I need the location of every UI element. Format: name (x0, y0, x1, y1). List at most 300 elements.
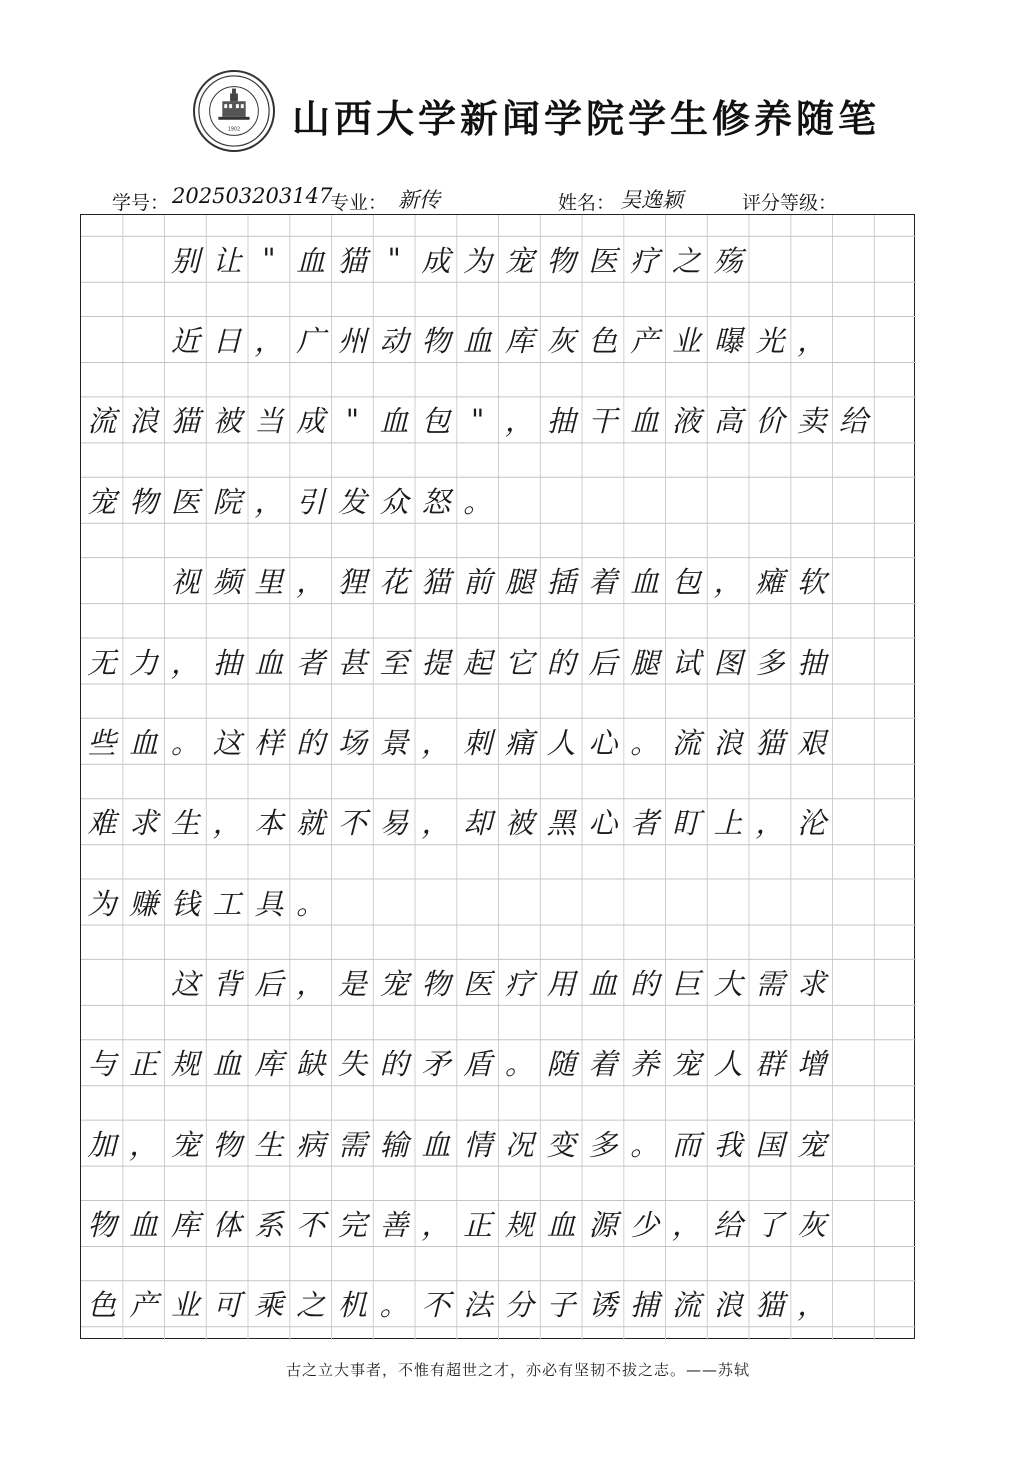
grid-cell: 生 (254, 1127, 284, 1162)
grid-cell: 。 (504, 1047, 534, 1082)
grid-cell: 日 (212, 324, 242, 358)
grid-cell: 抽 (212, 645, 242, 680)
grid-cell: 失 (337, 1047, 367, 1082)
grid-cell: 工 (212, 886, 242, 921)
grid-cell: 捕 (630, 1288, 660, 1323)
grid-cell: 众 (379, 484, 409, 519)
grid-cell: " (262, 242, 276, 277)
grid-cell: 缺 (296, 1047, 326, 1082)
grid-cell: ， (797, 1288, 827, 1323)
grid-cell: ， (254, 484, 284, 519)
university-seal-icon (193, 70, 275, 152)
grid-cell: 。 (630, 725, 660, 760)
grid-cell (749, 477, 791, 523)
grid-cell: 的 (630, 966, 660, 1001)
footer-quote: 古之立大事者，不惟有超世之才，亦必有坚韧不拔之志。——苏轼 (285, 1361, 750, 1379)
grid-cell (874, 236, 916, 282)
grid-cell (707, 477, 749, 523)
grid-cell: 医 (170, 484, 200, 519)
grid-cell: 我 (713, 1127, 743, 1162)
grid-cell: 的 (379, 1047, 409, 1082)
grid-cell: 国 (755, 1127, 785, 1162)
grid-cell: 血 (379, 404, 409, 439)
grid-cell: " (470, 402, 485, 437)
grid-cell (833, 1040, 875, 1086)
grid-cell: 输 (379, 1127, 409, 1162)
grid-cell: 腿 (630, 645, 660, 680)
grid-cell: 包 (421, 404, 451, 439)
grid-cell: 猫 (421, 565, 451, 600)
grid-cell: 而 (671, 1127, 701, 1162)
grid-cell: 抽 (797, 645, 827, 680)
grid-cell: 人 (713, 1047, 743, 1082)
grid-cell: 院 (212, 484, 242, 519)
grid-cell: 大 (713, 966, 743, 1001)
grid-cell: 宠 (797, 1127, 827, 1162)
grid-cell: 易 (379, 806, 409, 841)
grid-cell: 殇 (713, 243, 743, 278)
grid-cell: 物 (212, 1127, 242, 1162)
grid-cell: 力 (129, 645, 159, 680)
grid-cell: 后 (254, 966, 284, 1001)
grid-cell: 子 (546, 1288, 576, 1323)
grid-cell: 成 (421, 243, 451, 278)
grid-cell (499, 477, 541, 523)
grid-cell: ， (129, 1127, 159, 1162)
grid-cell: 物 (421, 966, 451, 1001)
essay-row (81, 1040, 916, 1086)
grid-cell: 上 (713, 806, 743, 841)
essay-row (81, 959, 916, 1005)
grid-cell (540, 879, 582, 925)
grid-cell: 血 (463, 324, 493, 358)
grid-cell: 引 (296, 484, 326, 519)
grid-cell: 。 (630, 1127, 660, 1162)
grade-label: 评分等级： (742, 192, 838, 214)
svg-text:1902: 1902 (227, 126, 241, 133)
grid-cell: 机 (337, 1288, 367, 1323)
grid-cell (874, 558, 916, 604)
grid-cell (123, 317, 165, 363)
grid-cell: 价 (755, 404, 785, 439)
grid-cell: 流 (671, 725, 701, 760)
grid-cell (833, 638, 875, 684)
grid-cell (874, 397, 916, 443)
grid-cell: 养 (630, 1047, 660, 1082)
grid-cell (499, 879, 541, 925)
grid-cell: ， (671, 1208, 701, 1242)
grid-cell: 生 (170, 806, 200, 841)
grid-cell: 成 (296, 404, 326, 439)
grid-cell (874, 799, 916, 845)
grid-cell: 干 (588, 404, 618, 439)
grid-cell: 腿 (504, 565, 534, 600)
grid-cell: 被 (504, 806, 534, 841)
grid-cell (791, 477, 833, 523)
grid-cell: 物 (129, 484, 159, 519)
grid-cell: 业 (671, 324, 701, 358)
grid-cell: 艰 (797, 725, 827, 760)
student-id-value: 202503203147 (172, 184, 333, 208)
grid-cell: 增 (797, 1047, 827, 1082)
grid-cell: 医 (463, 966, 493, 1001)
grid-cell: 色 (588, 324, 618, 358)
grid-cell: 血 (254, 645, 284, 680)
grid-cell (833, 718, 875, 764)
grid-cell: 频 (212, 565, 242, 600)
grid-cell: 心 (588, 725, 618, 760)
grid-cell: 变 (546, 1127, 576, 1162)
grid-cell: 光 (755, 324, 785, 358)
student-id-label: 学号： (112, 192, 170, 214)
major-value: 新传 (398, 188, 440, 212)
grid-cell: ， (421, 1208, 451, 1242)
grid-cell: 起 (463, 645, 493, 680)
grid-cell (874, 317, 916, 363)
grid-cell: ， (797, 324, 827, 358)
grid-cell: 着 (588, 1047, 618, 1082)
grid-cell: 浪 (713, 1288, 743, 1323)
grid-cell: 之 (296, 1288, 326, 1323)
grid-cell: 猫 (170, 404, 200, 439)
grid-cell: 不 (421, 1288, 451, 1323)
grid-cell: 抽 (546, 404, 576, 439)
grid-cell: 这 (170, 966, 200, 1001)
grid-cell: 黑 (546, 806, 576, 841)
grid-cell (624, 477, 666, 523)
grid-cell: 疗 (504, 966, 534, 1001)
grid-cell: 至 (379, 645, 409, 680)
grid-cell: 业 (170, 1288, 200, 1323)
grid-cell: 医 (588, 243, 618, 278)
grid-cell: 图 (713, 645, 743, 680)
grid-cell: 乘 (254, 1288, 284, 1323)
grid-cell: 具 (254, 886, 284, 921)
grid-cell: 群 (755, 1047, 785, 1082)
grid-cell: 高 (713, 404, 743, 439)
grid-cell (666, 879, 708, 925)
grid-cell (833, 477, 875, 523)
grid-cell: 与 (87, 1047, 117, 1082)
grid-cell: 流 (671, 1288, 701, 1323)
writing-grid (80, 214, 915, 1339)
grid-cell: 州 (337, 324, 367, 358)
grid-cell: 者 (296, 645, 326, 680)
grid-cell: 。 (379, 1288, 409, 1323)
page-title: 山西大学新闻学院学生修养随笔 (292, 96, 881, 141)
grid-cell: 后 (588, 645, 618, 680)
grid-cell: 随 (546, 1047, 576, 1082)
grid-cell: 景 (379, 725, 409, 760)
grid-cell: 这 (212, 725, 242, 760)
grid-cell: ， (421, 725, 451, 760)
grid-cell: 灰 (546, 324, 576, 358)
grid-cell (332, 879, 374, 925)
grid-cell: 体 (212, 1208, 242, 1242)
grid-cell (373, 879, 415, 925)
grid-cell: 法 (463, 1288, 493, 1323)
grid-cell: 求 (797, 966, 827, 1001)
grid-cell: 正 (129, 1047, 159, 1082)
grid-cell: 血 (212, 1047, 242, 1082)
grid-cell: 病 (296, 1127, 326, 1162)
grid-cell: 视 (170, 565, 200, 600)
major-label: 专业： (330, 192, 388, 214)
grid-cell: 求 (129, 806, 159, 841)
grid-cell (749, 236, 791, 282)
grid-cell: ， (296, 565, 326, 600)
grid-cell (833, 317, 875, 363)
grid-cell: 不 (296, 1208, 326, 1242)
name-value: 吴逸颖 (620, 188, 683, 212)
grid-cell: 产 (129, 1288, 159, 1323)
grid-cell: 完 (337, 1208, 367, 1242)
grid-cell: 宠 (87, 484, 117, 519)
grid-cell: 难 (87, 806, 117, 841)
grid-cell: 物 (546, 243, 576, 278)
grid-cell: 给 (713, 1208, 743, 1242)
grid-cell: 源 (588, 1208, 618, 1242)
grid-cell: 物 (87, 1208, 117, 1242)
grid-cell: 不 (337, 806, 367, 841)
grid-cell: 分 (504, 1288, 534, 1323)
grid-cell: 心 (588, 806, 618, 841)
grid-cell: 甚 (337, 645, 367, 680)
grid-cell (833, 879, 875, 925)
grid-cell: 系 (254, 1208, 284, 1242)
essay-row (81, 558, 916, 604)
grid-cell: " (387, 242, 401, 277)
grid-cell: 包 (671, 565, 701, 600)
grid-cell (457, 879, 499, 925)
grid-cell: 血 (421, 1127, 451, 1162)
grid-cell: 液 (671, 404, 701, 439)
grid-cell: 者 (630, 806, 660, 841)
grid-cell: 就 (296, 806, 326, 841)
grid-cell: 前 (463, 565, 493, 600)
grid-cell (874, 638, 916, 684)
essay-row (81, 638, 916, 684)
grid-cell (707, 879, 749, 925)
grid-cell: 给 (838, 404, 868, 439)
grid-cell (833, 558, 875, 604)
grid-cell: 猫 (755, 725, 785, 760)
name-label: 姓名： (558, 192, 616, 214)
grid-cell (749, 879, 791, 925)
grid-cell (833, 959, 875, 1005)
grid-cell: 别 (170, 243, 200, 278)
grid-cell: 库 (170, 1208, 200, 1242)
grid-cell: 本 (254, 806, 284, 841)
grid-cell: 血 (296, 243, 326, 278)
grid-cell: 血 (588, 966, 618, 1001)
grid-cell: 多 (588, 1127, 618, 1162)
grid-cell: 盾 (463, 1047, 493, 1082)
grid-cell: 样 (254, 725, 284, 760)
grid-cell (81, 959, 123, 1005)
grid-cell: 浪 (713, 725, 743, 760)
grid-cell: 巨 (671, 966, 701, 1001)
grid-cell: ， (421, 806, 451, 841)
grid-cell: 血 (546, 1208, 576, 1242)
grid-cell: 怒 (421, 484, 451, 519)
grid-cell: 沦 (797, 806, 827, 841)
grid-cell: 动 (379, 324, 409, 358)
essay-row (81, 1120, 916, 1166)
grid-cell: 色 (87, 1288, 117, 1323)
grid-cell: 猫 (755, 1288, 785, 1323)
grid-cell (582, 477, 624, 523)
grid-cell: 软 (797, 565, 827, 600)
grid-cell (833, 236, 875, 282)
grid-cell (833, 1281, 875, 1327)
grid-cell: 灰 (797, 1208, 827, 1242)
grid-cell: 诱 (588, 1288, 618, 1323)
grid-cell: 善 (379, 1208, 409, 1242)
grid-cell: 赚 (129, 886, 159, 921)
essay-row (81, 718, 916, 764)
grid-cell: 钱 (170, 886, 200, 921)
essay-row (81, 236, 916, 282)
grid-cell: 血 (129, 725, 159, 760)
grid-cell: 背 (212, 966, 242, 1001)
grid-cell: 被 (212, 404, 242, 439)
grid-cell (415, 879, 457, 925)
grid-cell: 里 (254, 565, 284, 600)
grid-cell: 无 (87, 645, 117, 680)
essay-row (81, 1201, 916, 1247)
grid-cell: 的 (296, 725, 326, 760)
grid-cell (123, 236, 165, 282)
grid-cell: 痛 (504, 725, 534, 760)
grid-cell: ， (254, 324, 284, 358)
grid-cell (123, 558, 165, 604)
essay-row (81, 477, 916, 523)
grid-cell (81, 317, 123, 363)
grid-cell: ， (504, 404, 534, 439)
grid-cell: 可 (212, 1288, 242, 1323)
grid-cell (791, 879, 833, 925)
grid-cell: 花 (379, 565, 409, 600)
grid-cell: 了 (755, 1208, 785, 1242)
essay-row (81, 1281, 916, 1327)
grid-cell: 狸 (337, 565, 367, 600)
grid-cell: 让 (212, 243, 242, 278)
grid-cell (833, 1120, 875, 1166)
grid-cell: 加 (87, 1127, 117, 1162)
grid-cell: 流 (87, 404, 117, 439)
grid-cell: 曝 (713, 324, 743, 358)
grid-cell: 库 (254, 1047, 284, 1082)
grid-cell: 需 (755, 966, 785, 1001)
grid-cell (582, 879, 624, 925)
grid-cell: 场 (337, 725, 367, 760)
essay-row (81, 317, 916, 363)
grid-cell (666, 477, 708, 523)
grid-cell: 猫 (337, 243, 367, 278)
grid-cell: 浪 (129, 404, 159, 439)
grid-cell: 盯 (671, 806, 701, 841)
grid-cell: 刺 (463, 725, 493, 760)
grid-cell (540, 477, 582, 523)
grid-cell: 近 (170, 324, 200, 358)
grid-cell: 的 (546, 645, 576, 680)
grid-cell: 宠 (504, 243, 534, 278)
grid-cell: 。 (463, 484, 493, 519)
grid-cell (874, 477, 916, 523)
grid-cell: 宠 (170, 1127, 200, 1162)
grid-cell (624, 879, 666, 925)
grid-cell: 宠 (671, 1047, 701, 1082)
grid-cell (874, 718, 916, 764)
grid-cell: 为 (463, 243, 493, 278)
grid-cell: 况 (504, 1127, 534, 1162)
grid-cell: 瘫 (755, 565, 785, 600)
grid-cell (874, 1201, 916, 1247)
grid-cell: 用 (546, 966, 576, 1001)
grid-cell: 是 (337, 966, 367, 1001)
grid-cell: 血 (630, 404, 660, 439)
grid-cell: ， (296, 966, 326, 1001)
grid-cell: 人 (546, 725, 576, 760)
grid-cell: 当 (254, 404, 284, 439)
essay-row (81, 879, 916, 925)
grid-cell: 。 (170, 725, 200, 760)
grid-cell (874, 1281, 916, 1327)
grid-cell: 。 (296, 886, 326, 921)
grid-cell (874, 959, 916, 1005)
grid-cell: ， (170, 645, 200, 680)
grid-cell (81, 236, 123, 282)
grid-cell (874, 1040, 916, 1086)
grid-cell: 宠 (379, 966, 409, 1001)
grid-cell (874, 1120, 916, 1166)
grid-cell: 矛 (421, 1047, 451, 1082)
grid-cell: 试 (671, 645, 701, 680)
grid-cell: ， (212, 806, 242, 841)
grid-cell: 规 (170, 1047, 200, 1082)
grid-cell: 些 (87, 725, 117, 760)
grid-cell: 提 (421, 645, 451, 680)
grid-cell: 发 (337, 484, 367, 519)
essay-row (81, 799, 916, 845)
grid-cell: 少 (630, 1208, 660, 1242)
grid-cell (874, 879, 916, 925)
grid-cell: 产 (630, 324, 660, 358)
grid-cell: 它 (504, 645, 534, 680)
grid-cell: 需 (337, 1127, 367, 1162)
grid-cell: 血 (630, 565, 660, 600)
grid-cell: 为 (87, 886, 117, 921)
grid-cell (833, 1201, 875, 1247)
grid-cell: 卖 (797, 404, 827, 439)
grid-cell: 规 (504, 1208, 534, 1242)
grid-cell: 正 (463, 1208, 493, 1242)
grid-cell: 广 (296, 324, 326, 358)
grid-cell: 物 (421, 324, 451, 358)
grid-cell: 血 (129, 1208, 159, 1242)
grid-cell: 之 (671, 243, 701, 278)
grid-cell: ， (713, 565, 743, 600)
grid-cell: 库 (504, 324, 534, 358)
essay-row (81, 397, 916, 443)
grid-cell: 多 (755, 645, 785, 680)
grid-cell: 疗 (630, 243, 660, 278)
grid-lines (81, 215, 916, 1340)
grid-cell (833, 799, 875, 845)
grid-cell: 着 (588, 565, 618, 600)
grid-cell (791, 236, 833, 282)
